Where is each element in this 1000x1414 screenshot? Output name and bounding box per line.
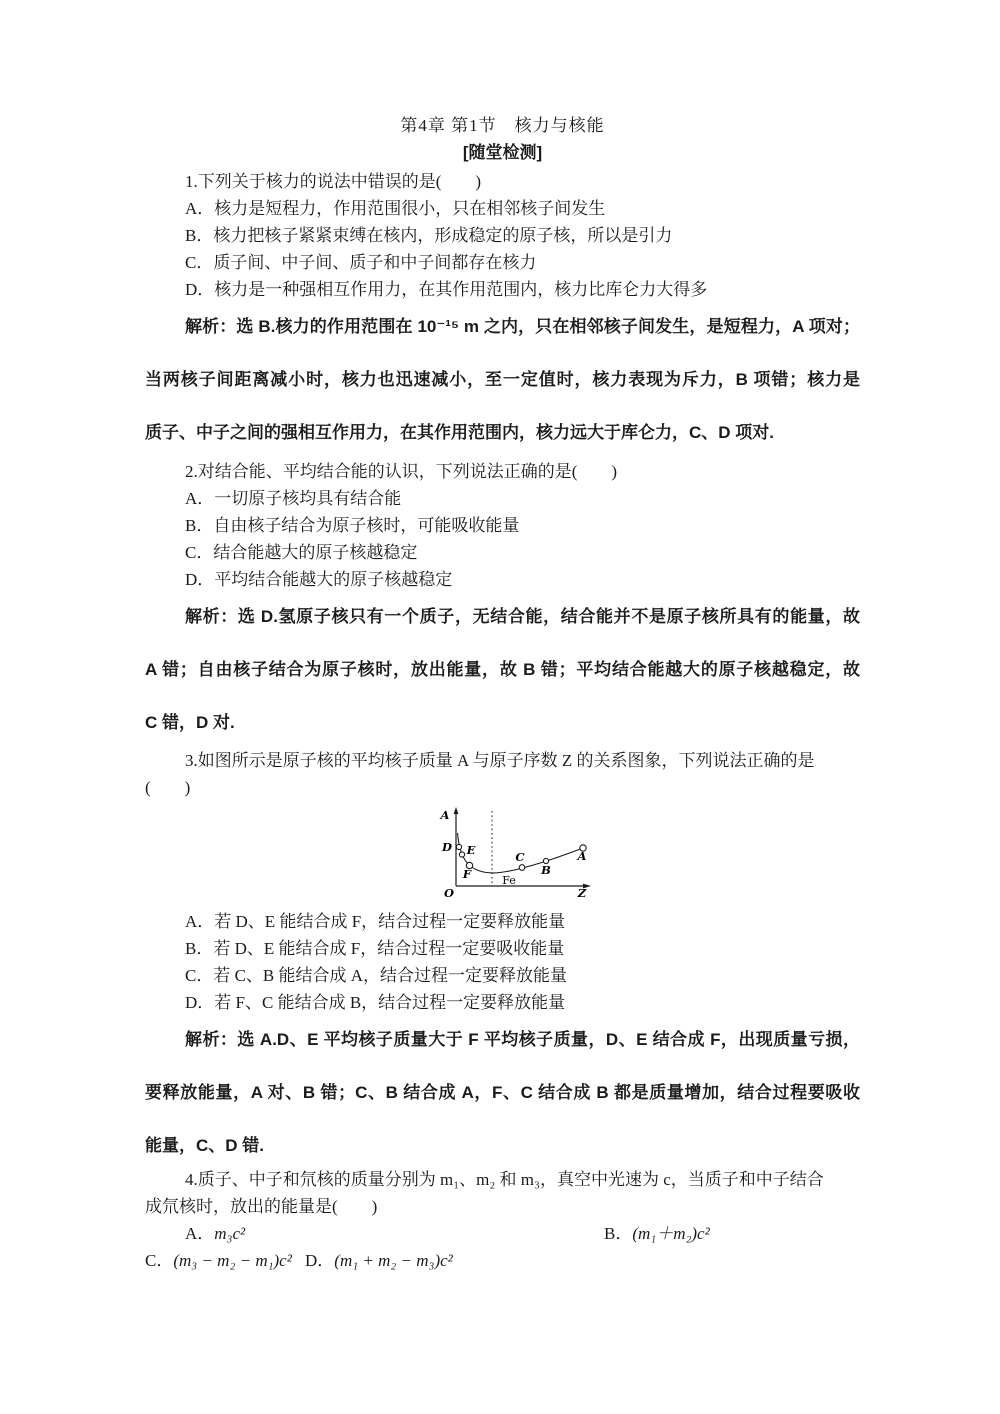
figure-y-axis-label: A [440, 808, 450, 822]
figure-point-E-marker [459, 852, 464, 857]
q4-option-b-formula: (m₁＋m₂)c² [632, 1224, 710, 1243]
q1-analysis-line1: 解析：选 B.核力的作用范围在 10⁻¹⁵ m 之内，只在相邻核子间发生，是短程力，A 项对； [185, 317, 860, 336]
section-heading: [随堂检测] [462, 143, 543, 162]
q3-option-b: B．若 D、E 能结合成 F，结合过程一定要吸收能量 [185, 939, 565, 958]
figure-point-D-marker [456, 844, 461, 849]
figure-point-D-label: D [442, 840, 452, 854]
figure-fe-label: Fe [502, 874, 516, 887]
q2-option-d: D．平均结合能越大的原子核越稳定 [185, 570, 453, 589]
q4-option-a [145, 1224, 245, 1243]
q2-analysis-line2: A 错；自由核子结合为原子核时，放出能量，故 B 错；平均结合能越大的原子核越稳定，故 [145, 660, 860, 679]
figure-point-A-label: A [577, 849, 587, 863]
q4-option-d-label: D． [305, 1251, 335, 1270]
question-2 [145, 458, 860, 749]
q3-option-d: D．若 F、C 能结合成 B，结合过程一定要释放能量 [185, 993, 566, 1012]
q4-option-c [145, 1251, 292, 1270]
q2-analysis-line1: 解析：选 D.氢原子核只有一个质子，无结合能，结合能并不是原子核所具有的能量，故 [185, 607, 860, 626]
q3-analysis-line2: 要释放能量，A 对、B 错；C、B 结合成 A，F、C 结合成 B 都是质量增加，结合过程要吸收 [145, 1083, 860, 1102]
q2-option-c: C．结合能越大的原子核越稳定 [185, 543, 418, 562]
q1-option-c: C．质子间、中子间、质子和中子间都存在核力 [185, 253, 537, 272]
figure-point-E-label: E [466, 843, 476, 857]
q3-analysis-line1: 解析：选 A.D、E 平均核子质量大于 F 平均核子质量，D、E 结合成 F，出现质量亏损， [185, 1030, 860, 1049]
q4-option-b-label: B． [604, 1224, 633, 1243]
q3-option-a: A．若 D、E 能结合成 F，结合过程一定要释放能量 [185, 912, 566, 931]
q2-option-a: A．一切原子核均具有结合能 [185, 489, 402, 508]
figure-point-C-marker [519, 865, 525, 871]
q3-option-c: C．若 C、B 能结合成 A，结合过程一定要释放能量 [185, 966, 568, 985]
q3-analysis [145, 1013, 860, 1172]
q2-analysis [145, 590, 860, 749]
figure-origin-label: O [443, 886, 455, 900]
q3-stem-line1: 3.如图所示是原子核的平均核子质量 A 与原子序数 Z 的关系图象，下列说法正确的是 [185, 751, 815, 770]
q2-stem: 2.对结合能、平均结合能的认识，下列说法正确的是( ) [185, 462, 618, 481]
figure-point-F-label: F [462, 867, 472, 881]
q1-analysis-line2: 当两核子间距离减小时，核力也迅速减小，至一定值时，核力表现为斥力，B 项错；核力是 [145, 370, 860, 389]
figure-x-axis-label: Z [577, 886, 587, 900]
question-1 [145, 168, 860, 459]
q4-options-row-ab [145, 1220, 860, 1247]
q1-analysis [145, 300, 860, 459]
page-title: 第4章 第1节 核力与核能 [400, 116, 605, 135]
figure-point-B-label: B [541, 863, 551, 877]
q3-stem-line2: ( ) [145, 778, 191, 797]
q3-figure-mass-number-chart [430, 807, 605, 903]
question-4 [145, 1166, 860, 1274]
q3-analysis-line3: 能量，C、D 错. [145, 1136, 264, 1155]
q2-analysis-line3: C 错，D 对. [145, 713, 235, 732]
q4-option-c-formula: (m₃ − m₂ − m₁)c² [173, 1251, 292, 1270]
q4-option-d [305, 1247, 453, 1274]
q2-option-b: B．自由核子结合为原子核时，可能吸收能量 [185, 516, 520, 535]
q4-option-b [604, 1220, 710, 1247]
q4-option-a-formula: m₃c² [214, 1224, 246, 1243]
q1-option-d: D．核力是一种强相互作用力，在其作用范围内，核力比库仑力大得多 [185, 280, 708, 299]
q4-option-d-formula: (m₁ + m₂ − m₃)c² [334, 1251, 453, 1270]
q4-stem-line1: 4.质子、中子和氘核的质量分别为 m₁、m₂ 和 m₃，真空中光速为 c，当质子和中子结合 [185, 1170, 824, 1189]
figure-point-C-label: C [515, 850, 525, 864]
q1-option-b: B．核力把核子紧紧束缚在核内，形成稳定的原子核，所以是引力 [185, 226, 673, 245]
q1-stem: 1.下列关于核力的说法中错误的是( ) [185, 172, 482, 191]
q4-options-row-cd [145, 1247, 860, 1274]
q4-option-c-label: C． [145, 1251, 174, 1270]
q1-analysis-line3: 质子、中子之间的强相互作用力，在其作用范围内，核力远大于库仑力，C、D 项对. [145, 423, 774, 442]
q4-option-a-label: A． [185, 1224, 215, 1243]
figure-y-axis-arrow-icon [454, 807, 459, 814]
q4-stem-line2: 成氘核时，放出的能量是( ) [145, 1197, 378, 1216]
question-3 [145, 747, 860, 1172]
q1-option-a: A．核力是短程力，作用范围很小，只在相邻核子间发生 [185, 199, 606, 218]
